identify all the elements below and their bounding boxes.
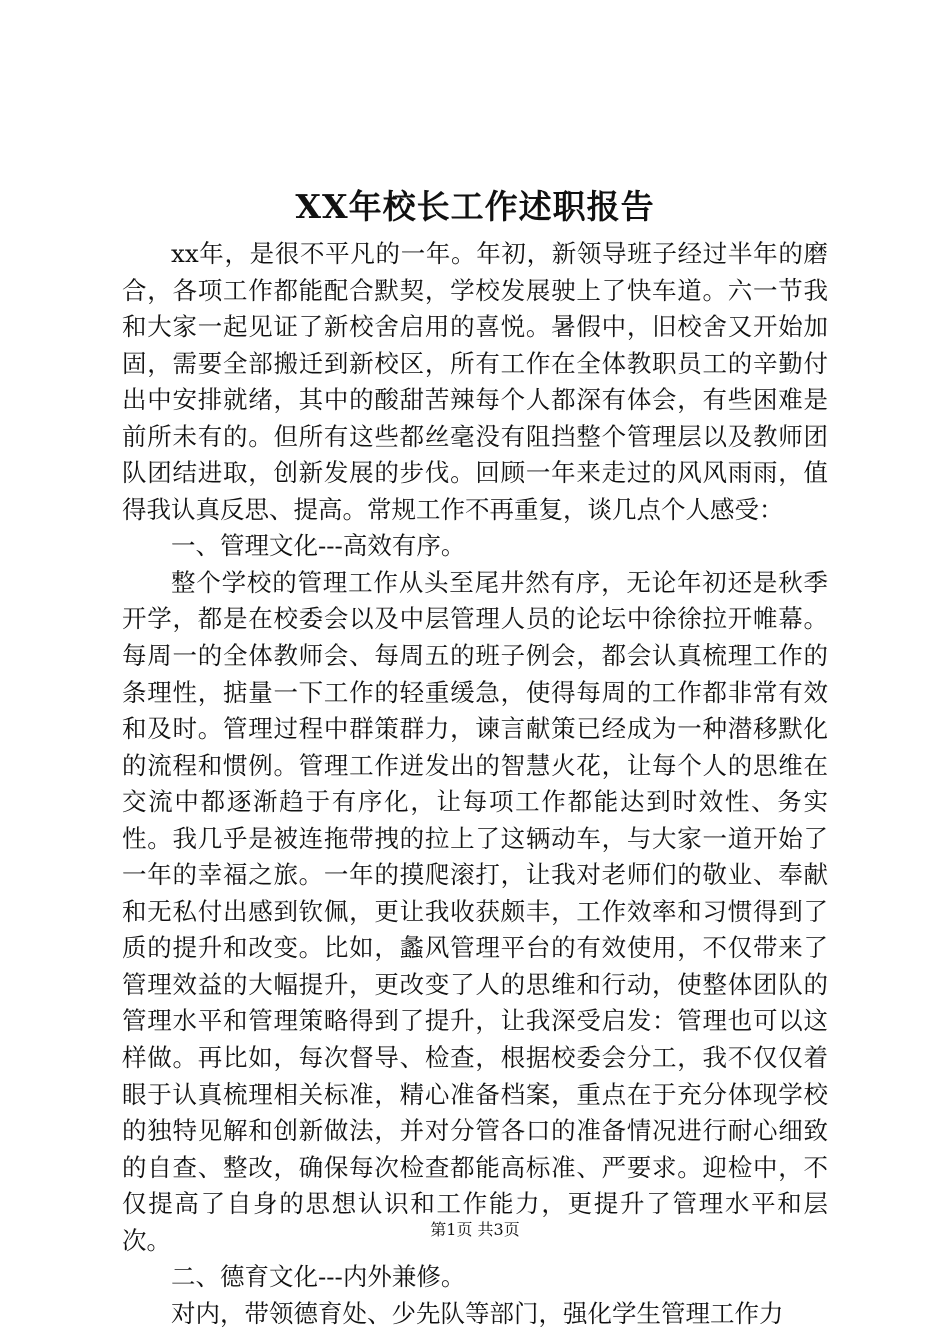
document-body	[122, 236, 828, 1332]
paragraph-intro: xx年，是很不平凡的一年。年初，新领导班子经过半年的磨合，各项工作都能配合默契，学校发展驶上了快车道。六一节我和大家一起见证了新校舍启用的喜悦。暑假中，旧校舍又开始加固，需要全部搬迁到新校区，所有工作在全体教职员工的辛勤付出中安排就绪，其中的酸甜苦辣每个人都深有体会，有些困难是前所未有的。但所有这些都丝毫没有阻挡整个管理层以及教师团队团结进取，创新发展的步伐。回顾一年来走过的风风雨雨，值得我认真反思、提高。常规工作不再重复，谈几点个人感受：	[122, 239, 828, 524]
section-heading-management: 一、管理文化---高效有序。	[171, 531, 466, 561]
paragraph-management: 整个学校的管理工作从头至尾井然有序，无论年初还是秋季开学，都是在校委会以及中层管理人员的论坛中徐徐拉开帷幕。每周一的全体教师会、每周五的班子例会，都会认真梳理工作的条理性，掂量一下工作的轻重缓急，使得每周的工作都非常有效和及时。管理过程中群策群力，谏言献策已经成为一种潜移默化的流程和惯例。管理工作迸发出的智慧火花，让每个人的思维在交流中都逐渐趋于有序化，让每项工作都能达到时效性、务实性。我几乎是被连拖带拽的拉上了这辆动车，与大家一道开始了一年的幸福之旅。一年的摸爬滚打，让我对老师们的敬业、奉献和无私付出感到钦佩，更让我收获颇丰，工作效率和习惯得到了质的提升和改变。比如，蠡风管理平台的有效使用，不仅带来了管理效益的大幅提升，更改变了人的思维和行动，使整体团队的管理水平和管理策略得到了提升，让我深受启发：管理也可以这样做。再比如，每次督导、检查，根据校委会分工，我不仅仅着眼于认真梳理相关标准，精心准备档案，重点在于充分体现学校的独特见解和创新做法，并对分管各口的准备情况进行耐心细致的自查、整改，确保每次检查都能高标准、严要求。迎检中，不仅提高了自身的思想认识和工作能力，更提升了管理水平和层次。	[122, 567, 828, 1255]
section-heading-moral-education: 二、德育文化---内外兼修。	[171, 1262, 466, 1292]
page-footer: 第1页 共3页	[430, 1220, 520, 1239]
paragraph-moral-education: 对内，带领德育处、少先队等部门，强化学生管理工作力	[171, 1298, 784, 1328]
document-title: XX年校长工作述职报告	[295, 187, 655, 226]
